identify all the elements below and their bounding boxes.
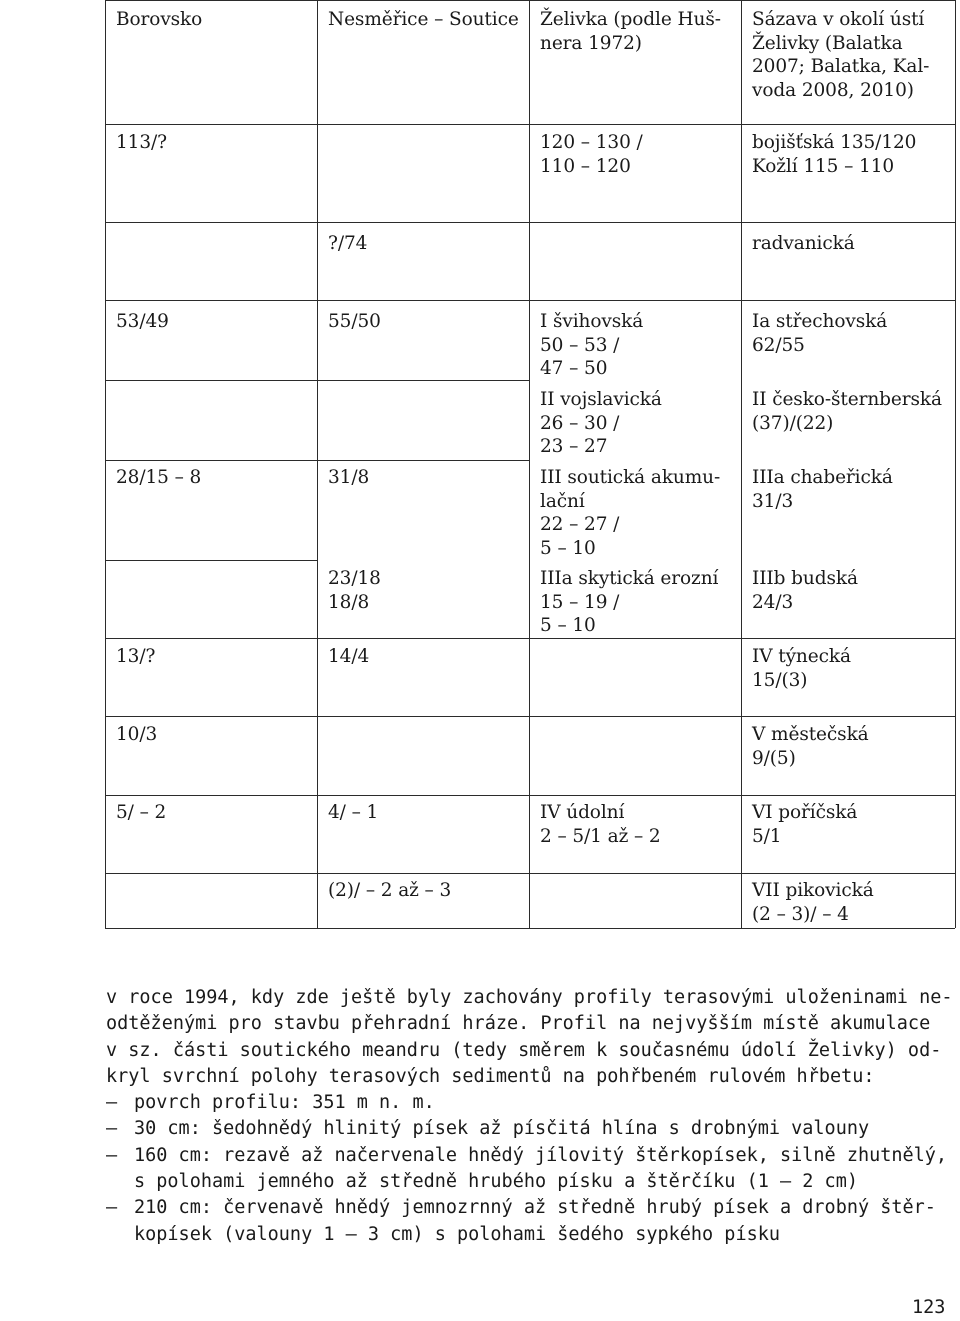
table-cell: II vojslavická 26 – 30 / 23 – 27 bbox=[540, 389, 662, 457]
table-cell: III soutická akumu- lační 22 – 27 / 5 – 10 bbox=[540, 467, 721, 559]
dash-marker: – bbox=[106, 1118, 118, 1140]
table-cell: 10/3 bbox=[116, 724, 158, 745]
table-cell: VI poříčská 5/1 bbox=[752, 802, 858, 847]
list-item-continuation bbox=[106, 1222, 956, 1248]
table-rule bbox=[105, 928, 955, 929]
table-cell: VII pikovická (2 – 3)/ – 4 bbox=[752, 880, 874, 925]
list-item-text: 160 cm: rezavě až načervenale hnědý jílovitý štěrkopísek, silně zhutnělý, bbox=[134, 1144, 948, 1166]
table-cell: 113/? bbox=[116, 132, 167, 153]
page-number: 123 bbox=[912, 1297, 946, 1318]
list-item-text: kopísek (valouny 1 – 3 cm) s polohami šedého sypkého písku bbox=[134, 1223, 781, 1245]
table-rule bbox=[105, 560, 317, 561]
table-cell: IV týnecká 15/(3) bbox=[752, 646, 851, 691]
list-item bbox=[106, 1090, 956, 1116]
paragraph-line: v sz. části soutického meandru (tedy směrem k současnému údolí Želivky) od- bbox=[106, 1039, 942, 1061]
list-item-text: s polohami jemného až středně hrubého písku a štěrčíku (1 – 2 cm) bbox=[134, 1171, 858, 1193]
table-cell: 14/4 bbox=[328, 646, 370, 667]
list-item-text: 210 cm: červenavě hnědý jemnozrnný až středně hrubý písek a drobný štěr- bbox=[134, 1197, 936, 1219]
header-col4: Sázava v okolí ústí Želivky (Balatka 2007; Balatka, Kal- voda 2008, 2010) bbox=[752, 9, 930, 101]
list-item-continuation bbox=[106, 1169, 956, 1195]
table-rule bbox=[741, 0, 742, 928]
paragraph-line: odtěženými pro stavbu přehradní hráze. Profil na nejvyšším místě akumulace bbox=[106, 1013, 931, 1035]
table-cell: II česko-šternberská (37)/(22) bbox=[752, 389, 942, 434]
table-rule bbox=[105, 638, 955, 639]
list-item-text: povrch profilu: 351 m n. m. bbox=[134, 1092, 435, 1114]
table-cell: 23/18 18/8 bbox=[328, 568, 381, 613]
table-cell: 28/15 – 8 bbox=[116, 467, 202, 488]
table-cell: 5/ – 2 bbox=[116, 802, 167, 823]
table-rule bbox=[105, 795, 955, 796]
list-item-text: 30 cm: šedohnědý hlinitý písek až písčitá hlína s drobnými valouny bbox=[134, 1118, 870, 1140]
table-rule bbox=[105, 222, 955, 223]
table-cell: IIIa chabeřická 31/3 bbox=[752, 467, 893, 512]
table-cell: 31/8 bbox=[328, 467, 370, 488]
table-cell: IIIb budská 24/3 bbox=[752, 568, 858, 613]
table-cell: radvanická bbox=[752, 233, 855, 254]
table-cell: (2)/ – 2 až – 3 bbox=[328, 880, 452, 901]
body-text bbox=[106, 985, 956, 1248]
table-cell: 13/? bbox=[116, 646, 156, 667]
table-rule bbox=[105, 0, 955, 1]
table-cell: V městečská 9/(5) bbox=[752, 724, 869, 769]
header-col3: Želivka (podle Huš- nera 1972) bbox=[540, 9, 721, 54]
dash-marker: – bbox=[106, 1197, 118, 1219]
table-rule bbox=[105, 124, 955, 125]
table-cell: I švihovská 50 – 53 / 47 – 50 bbox=[540, 311, 644, 379]
table-cell: Ia střechovská 62/55 bbox=[752, 311, 888, 356]
table-rule bbox=[105, 716, 955, 717]
table-rule bbox=[529, 0, 530, 928]
table-rule bbox=[105, 300, 955, 301]
table-cell: 4/ – 1 bbox=[328, 802, 379, 823]
table-cell: 53/49 bbox=[116, 311, 169, 332]
list-item bbox=[106, 1116, 956, 1142]
table-rule bbox=[955, 0, 956, 928]
dash-marker: – bbox=[106, 1144, 118, 1166]
list-item bbox=[106, 1195, 956, 1221]
list-item bbox=[106, 1143, 956, 1169]
table-rule bbox=[105, 380, 317, 381]
table-rule bbox=[105, 0, 106, 928]
table-cell: bojišťská 135/120 Kožlí 115 – 110 bbox=[752, 132, 917, 177]
paragraph-line: v roce 1994, kdy zde ještě byly zachovány profily terasovými uloženinami ne- bbox=[106, 987, 953, 1008]
paragraph-line: kryl svrchní polohy terasových sedimentů na pohřbeném rulovém hřbetu: bbox=[106, 1065, 875, 1087]
table-cell: ?/74 bbox=[328, 233, 368, 254]
table-rule bbox=[105, 873, 955, 874]
table-cell: IIIa skytická erozní 15 – 19 / 5 – 10 bbox=[540, 568, 719, 636]
header-col1: Borovsko bbox=[116, 9, 203, 30]
table-cell: 120 – 130 / 110 – 120 bbox=[540, 132, 643, 177]
header-col2: Nesměřice – Soutice bbox=[328, 9, 519, 30]
table-rule bbox=[317, 380, 529, 381]
table-rule bbox=[317, 0, 318, 928]
dash-marker: – bbox=[106, 1092, 118, 1114]
table-cell: 55/50 bbox=[328, 311, 381, 332]
table-cell: IV údolní 2 – 5/1 až – 2 bbox=[540, 802, 661, 847]
